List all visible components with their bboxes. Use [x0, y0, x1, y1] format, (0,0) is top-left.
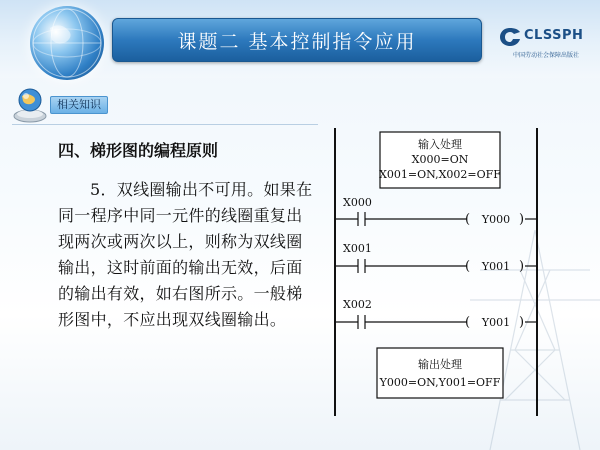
section-heading: 四、梯形图的编程原则: [58, 141, 219, 160]
ladder-diagram: [325, 128, 547, 416]
slide-title: 课题二 基本控制指令应用: [177, 30, 417, 53]
output-block-line-1: Y000=ON,Y001=OFF: [379, 376, 501, 389]
coil-close-3: ): [519, 315, 525, 330]
section-label: 相关知识: [50, 96, 108, 114]
section-divider: [12, 124, 318, 125]
coil-close-1: ): [519, 212, 525, 227]
title-bar: [112, 18, 482, 62]
contact-label-x002: X002: [343, 298, 372, 311]
contact-label-x000: X000: [343, 196, 372, 209]
coil-label-y001-b: Y001: [481, 316, 511, 329]
coil-open-2: (: [465, 259, 471, 274]
body-paragraph: 5．双线圈输出不可用。如果在同一程序中同一元件的线圈重复出现两次或两次以上，则称为双线圈输出，这时前面的输出无效，后面的输出有效，如右图所示。一般梯形图中，不应出现双线圈输出。: [58, 180, 313, 329]
coil-open-3: (: [465, 315, 471, 330]
coil-close-2: ): [519, 259, 525, 274]
globe-icon: [30, 6, 104, 80]
publisher-logo: [492, 24, 596, 66]
slide-header: [0, 0, 600, 78]
logo-subtitle: 中国劳动社会保障出版社: [512, 52, 579, 59]
disc-globe-icon: [12, 86, 48, 124]
contact-label-x001: X001: [343, 242, 372, 255]
input-block-line-2: X001=ON,X002=OFF: [379, 168, 501, 181]
input-block-line-1: X000=ON: [411, 153, 469, 166]
logo-name: CLSSPH: [524, 28, 584, 43]
input-block-title: 输入处理: [418, 138, 462, 151]
output-process-block: [377, 348, 503, 398]
coil-label-y001-a: Y001: [481, 260, 511, 273]
section-tag: [12, 86, 152, 124]
publisher-logo-icon: [498, 26, 522, 48]
coil-open-1: (: [465, 212, 471, 227]
coil-label-y000: Y000: [481, 213, 511, 226]
output-block-title: 输出处理: [418, 358, 462, 371]
